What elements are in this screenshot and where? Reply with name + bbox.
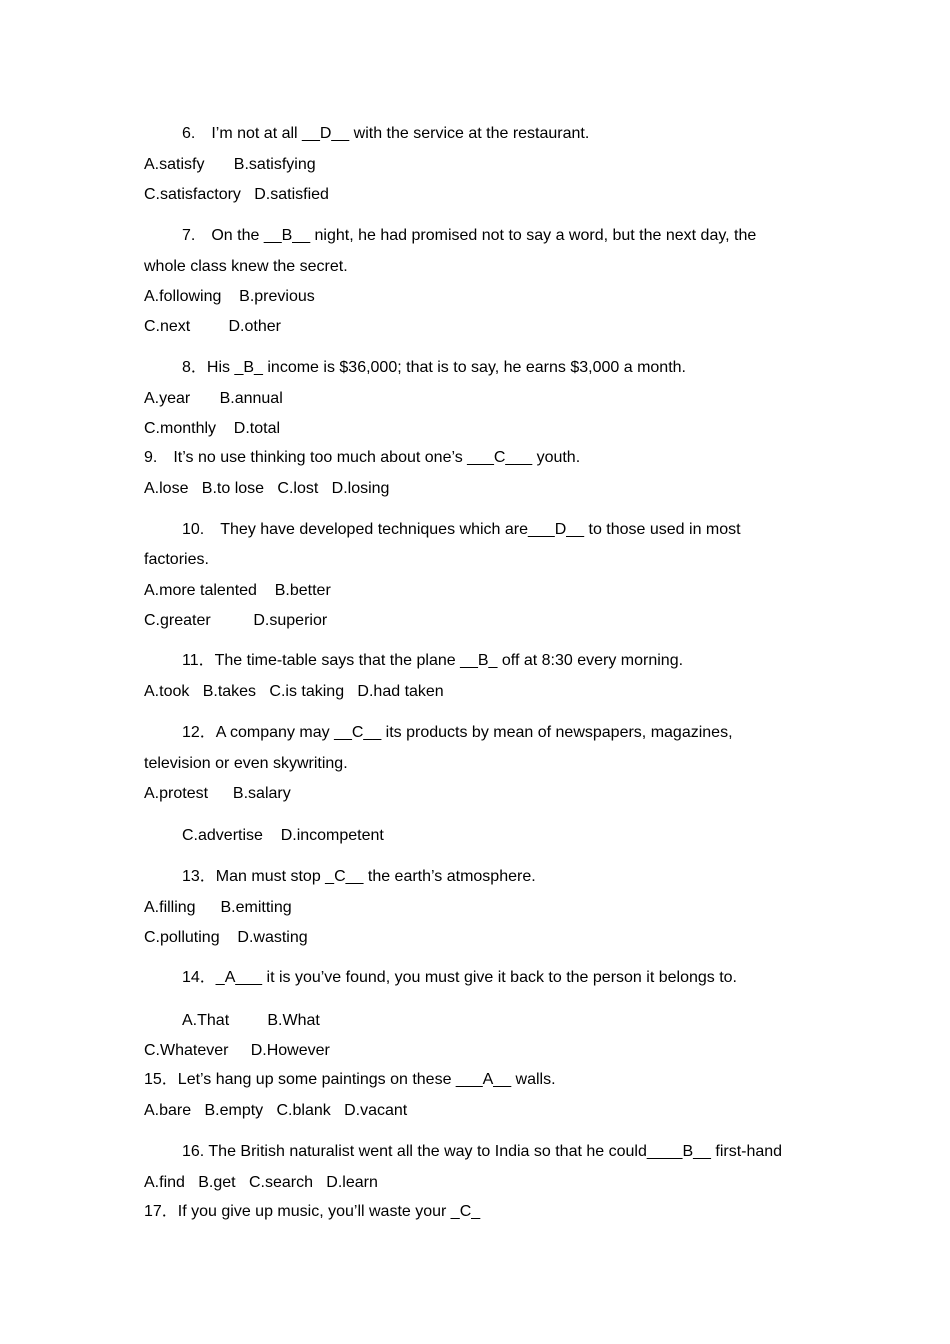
question-16-options: A.find B.get C.search D.learn: [144, 1174, 378, 1191]
question-14: 14．_A___ it is you’ve found, you must give it back to the person it belongs to.: [182, 969, 737, 986]
question-9-options: A.lose B.to lose C.lost D.losing: [144, 480, 390, 497]
question-10-options-c-d: C.greater D.superior: [144, 612, 328, 629]
question-12-options-c-d: C.advertise D.incompetent: [182, 827, 384, 844]
question-11-options: A.took B.takes C.is taking D.had taken: [144, 683, 444, 700]
question-10-options-a-b: A.more talented B.better: [144, 582, 331, 599]
question-6: 6. I’m not at all __D__ with the service at the restaurant.: [182, 125, 590, 142]
question-13-options-c-d: C.polluting D.wasting: [144, 929, 308, 946]
question-7-options-a-b: A.following B.previous: [144, 288, 315, 305]
question-9: 9. It’s no use thinking too much about one’s ___C___ youth.: [144, 449, 581, 466]
question-10-continued: factories.: [144, 551, 209, 568]
question-12-continued: television or even skywriting.: [144, 755, 348, 772]
question-8-options-c-d: C.monthly D.total: [144, 420, 281, 437]
question-6-options-c-d: C.satisfactory D.satisfied: [144, 186, 329, 203]
question-6-options-a-b: A.satisfy B.satisfying: [144, 156, 316, 173]
question-17: 17．If you give up music, you’ll waste your _C_: [144, 1203, 481, 1220]
question-15: 15．Let’s hang up some paintings on these ___A__ walls.: [144, 1071, 556, 1088]
question-10: 10. They have developed techniques which are___D__ to those used in most: [182, 521, 741, 538]
question-11: 11．The time-table says that the plane __B_ off at 8:30 every morning.: [182, 652, 684, 669]
question-16: 16. The British naturalist went all the way to India so that he could____B__ first-hand: [182, 1143, 783, 1160]
question-8: 8．His _B_ income is $36,000; that is to say, he earns $3,000 a month.: [182, 359, 686, 376]
question-7-options-c-d: C.next D.other: [144, 318, 281, 335]
question-12: 12．A company may __C__ its products by mean of newspapers, magazines,: [182, 724, 733, 741]
question-15-options: A.bare B.empty C.blank D.vacant: [144, 1102, 408, 1119]
question-8-options-a-b: A.year B.annual: [144, 390, 283, 407]
question-7: 7. On the __B__ night, he had promised not to say a word, but the next day, the: [182, 227, 757, 244]
question-14-options-a-b: A.That B.What: [182, 1012, 320, 1029]
question-7-continued: whole class knew the secret.: [144, 258, 348, 275]
question-12-options-a-b: A.protest B.salary: [144, 785, 291, 802]
question-13: 13．Man must stop _C__ the earth’s atmosphere.: [182, 868, 536, 885]
question-14-options-c-d: C.Whatever D.However: [144, 1042, 330, 1059]
question-13-options-a-b: A.filling B.emitting: [144, 899, 292, 916]
